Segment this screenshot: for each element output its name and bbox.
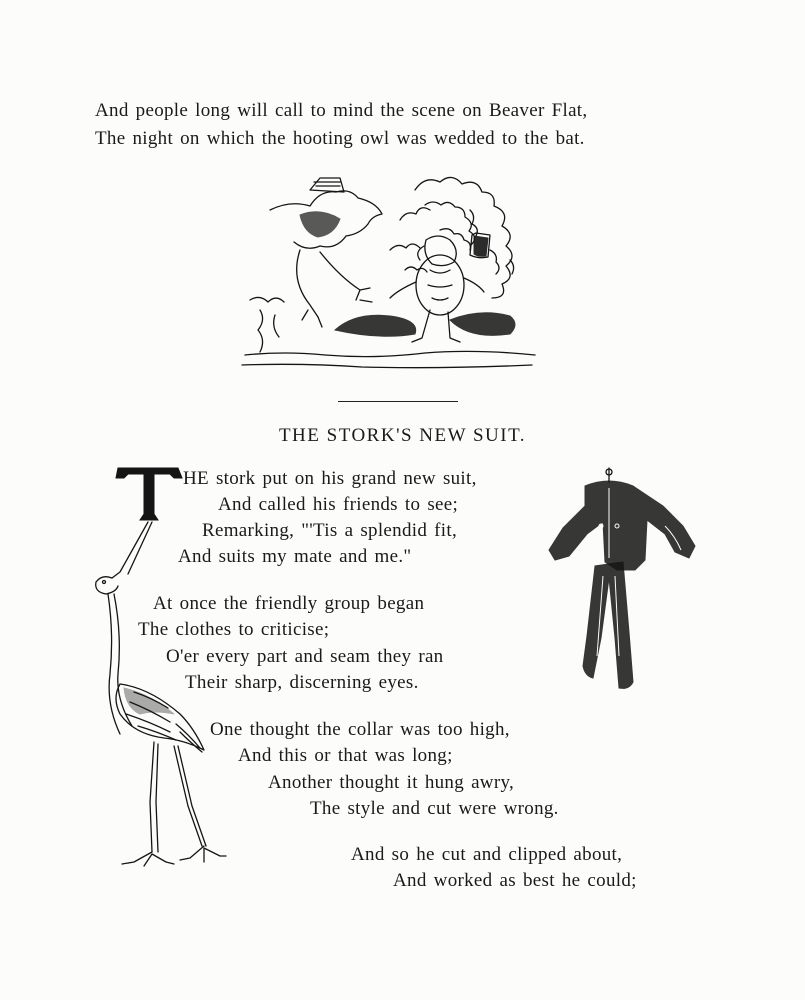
- stanza-1-line-1: HE stork put on his grand new suit,: [183, 468, 477, 489]
- stanza-3-line-2: And this or that was long;: [238, 745, 453, 766]
- stanza-3-line-4: The style and cut were wrong.: [310, 798, 559, 819]
- intro-line-1: And people long will call to mind the scene on Beaver Flat,: [95, 100, 588, 121]
- stanza-4-line-1: And so he cut and clipped about,: [351, 844, 623, 865]
- stanza-2-line-2: The clothes to criticise;: [138, 619, 330, 640]
- stanza-3-line-1: One thought the collar was too high,: [210, 719, 510, 740]
- stanza-1-line-4: And suits my mate and me.": [178, 546, 412, 567]
- section-divider: [338, 401, 458, 402]
- intro-line-2: The night on which the hooting owl was wedded to the bat.: [95, 128, 585, 149]
- stanza-3-line-3: Another thought it hung awry,: [268, 772, 515, 793]
- owl-and-bat-illustration: [240, 160, 560, 375]
- stanza-1-line-3: Remarking, "'Tis a splendid fit,: [202, 520, 458, 541]
- hanging-suit-illustration: [515, 466, 705, 696]
- poem-title: THE STORK'S NEW SUIT.: [278, 425, 527, 446]
- stanza-2-line-4: Their sharp, discerning eyes.: [185, 672, 419, 693]
- stanza-4-line-2: And worked as best he could;: [393, 870, 637, 891]
- stanza-1-line-2: And called his friends to see;: [218, 494, 459, 515]
- stanza-2-line-1: At once the friendly group began: [153, 593, 425, 614]
- stanza-2-line-3: O'er every part and seam they ran: [166, 646, 444, 667]
